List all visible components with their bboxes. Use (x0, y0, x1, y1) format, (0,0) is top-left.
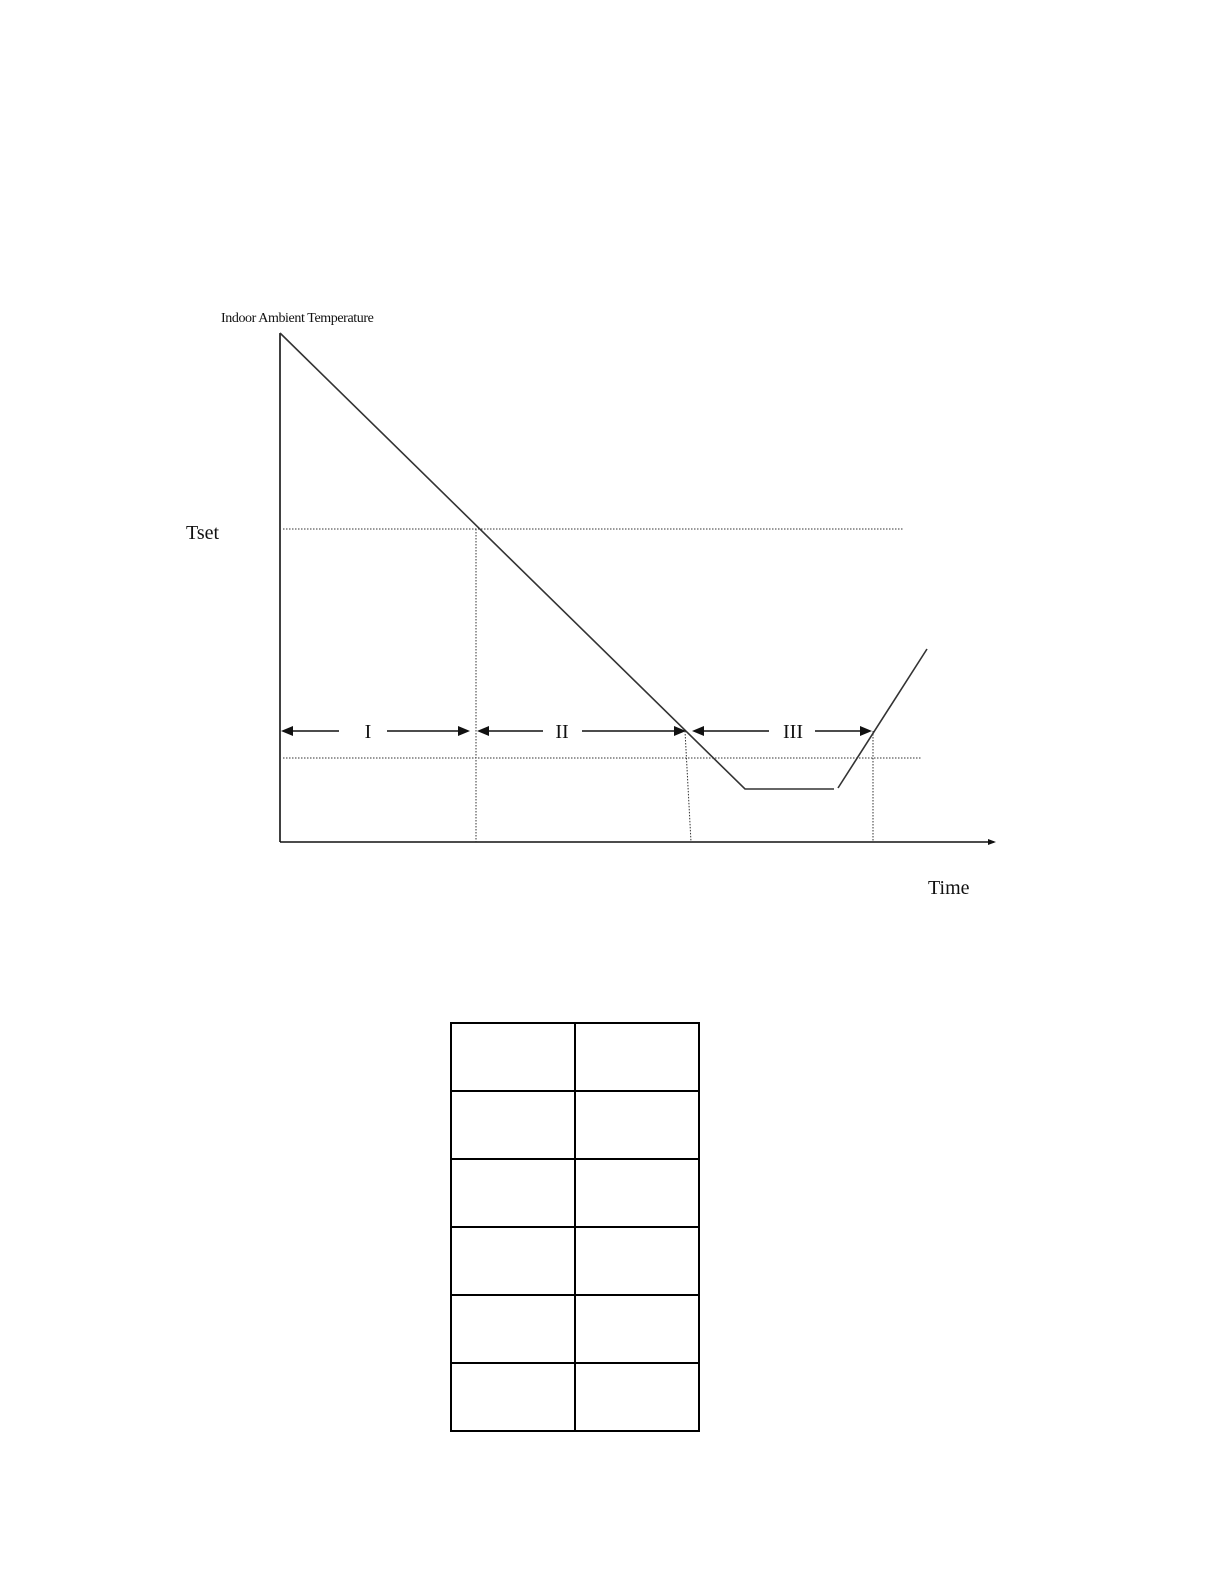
arrowhead-right (860, 726, 872, 736)
table-cell (451, 1295, 575, 1363)
table-row (451, 1159, 699, 1227)
table-row (451, 1091, 699, 1159)
phase-2-span-arrow (477, 726, 686, 736)
table-body (451, 1023, 699, 1431)
phase-3-span-arrow (692, 726, 872, 736)
table-row (451, 1227, 699, 1295)
x-axis-arrowhead (988, 839, 996, 845)
arrowhead-right (674, 726, 686, 736)
table-cell (575, 1227, 699, 1295)
arrowhead-right (458, 726, 470, 736)
table-cell (575, 1159, 699, 1227)
table-cell (451, 1159, 575, 1227)
y-axis-title: Indoor Ambient Temperature (221, 311, 374, 326)
temperature-curve-rise (838, 649, 927, 788)
phase-1-label: I (364, 721, 372, 743)
table-row (451, 1363, 699, 1431)
table-row (451, 1295, 699, 1363)
empty-grid-table (450, 1022, 700, 1432)
table-cell (451, 1091, 575, 1159)
table-row (451, 1023, 699, 1091)
table-cell (451, 1227, 575, 1295)
table-cell (575, 1091, 699, 1159)
table-cell (575, 1363, 699, 1431)
table-cell (451, 1363, 575, 1431)
phase-1-span-arrow (281, 726, 470, 736)
table-cell (575, 1295, 699, 1363)
boundary-line-2 (685, 731, 691, 842)
phase-3-label: III (783, 721, 803, 743)
table-cell (451, 1023, 575, 1091)
table-cell (575, 1023, 699, 1091)
x-axis-label: Time (928, 877, 970, 899)
tset-label: Tset (186, 522, 220, 544)
phase-2-label: II (555, 721, 569, 743)
